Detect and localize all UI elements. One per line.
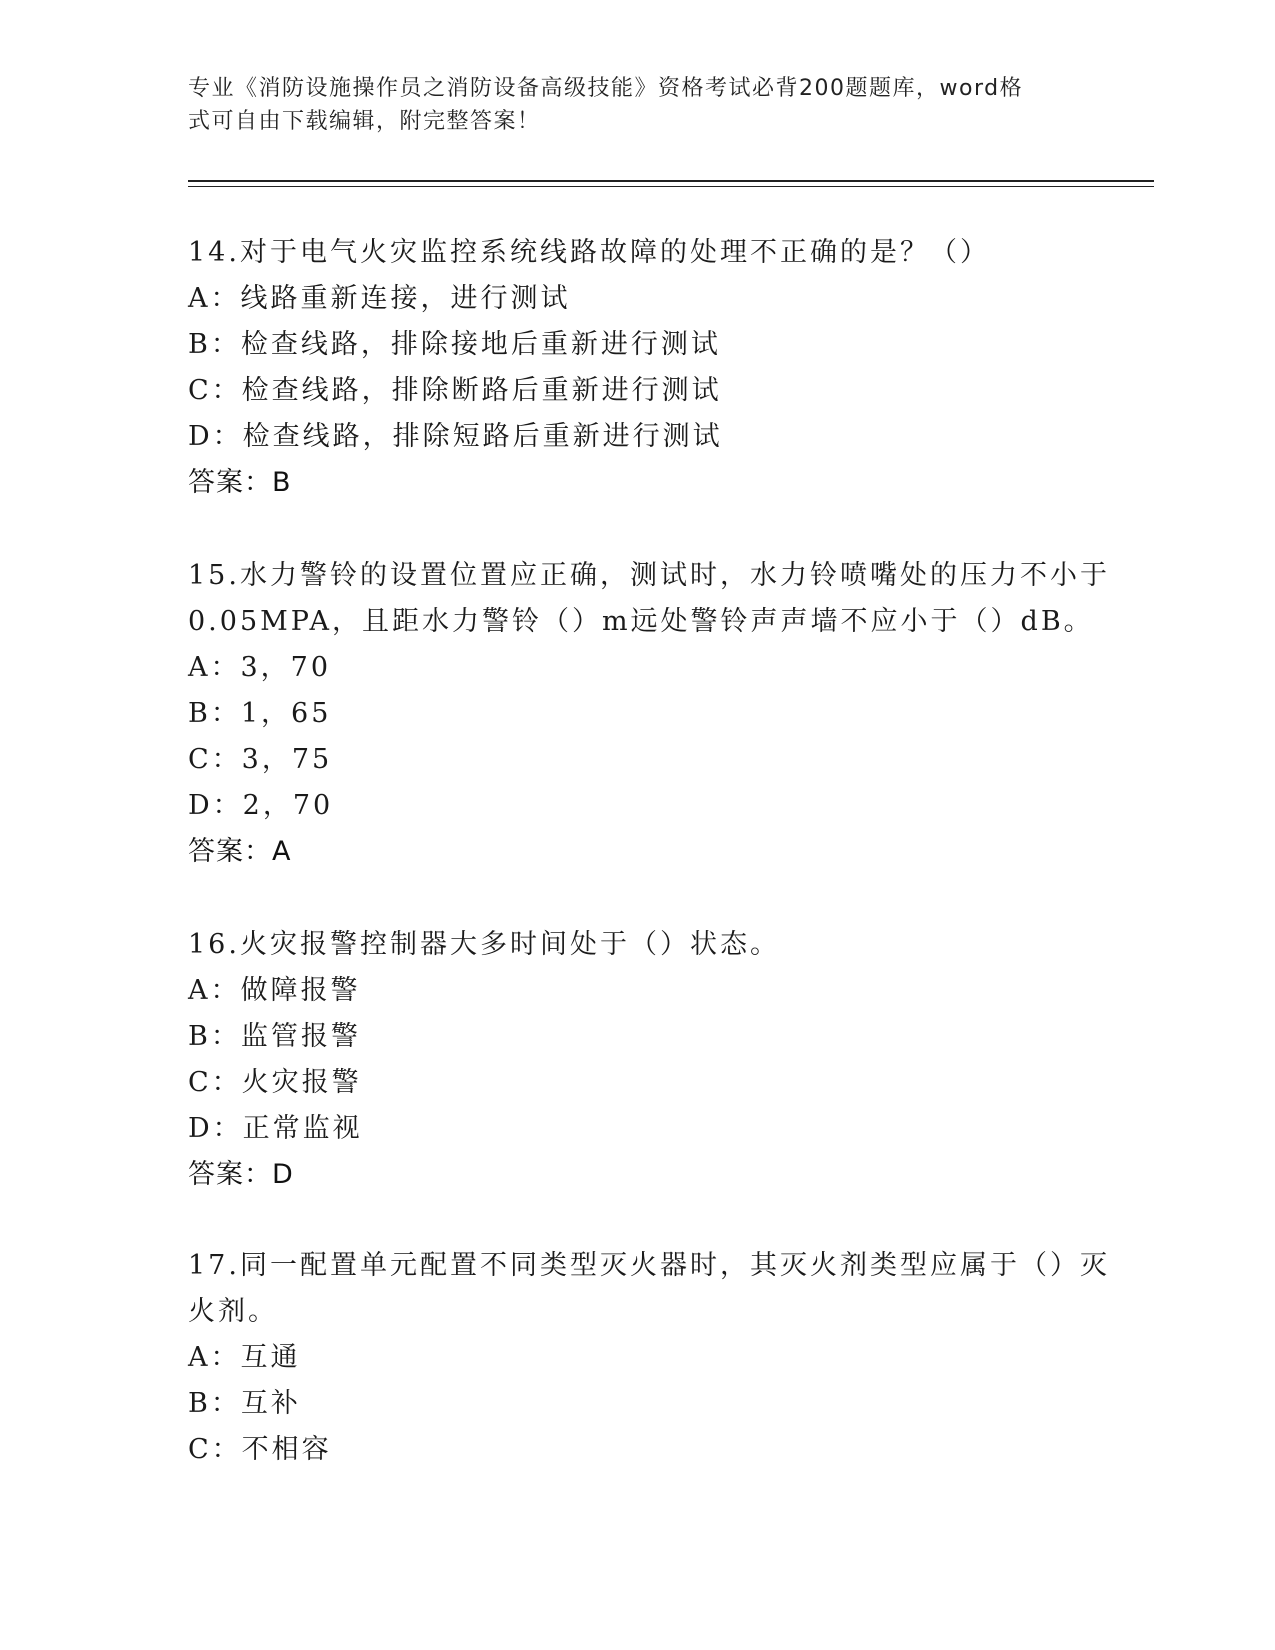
question-15 <box>188 553 1110 875</box>
option-d: D：检查线路，排除短路后重新进行测试 <box>188 421 723 452</box>
option-c: C：检查线路，排除断路后重新进行测试 <box>188 375 722 406</box>
answer: 答案：B <box>188 467 292 498</box>
option-c: C：不相容 <box>188 1434 332 1465</box>
option-b: B：1，65 <box>188 698 332 729</box>
header-line-2: 式可自由下载编辑，附完整答案！ <box>188 109 541 134</box>
question-stem: 17.同一配置单元配置不同类型灭火器时，其灭火剂类型应属于（）灭 <box>188 1250 1110 1281</box>
option-b: B：检查线路，排除接地后重新进行测试 <box>188 329 721 360</box>
option-c: C：3，75 <box>188 744 333 775</box>
question-stem: 15.水力警铃的设置位置应正确，测试时，水力铃喷嘴处的压力不小于 <box>188 560 1110 591</box>
option-d: D：正常监视 <box>188 1113 363 1144</box>
question-stem: 14.对于电气火灾监控系统线路故障的处理不正确的是？（） <box>188 237 990 268</box>
answer: 答案：D <box>188 1159 294 1190</box>
question-14 <box>188 230 1088 506</box>
question-stem-continued: 火剂。 <box>188 1296 278 1327</box>
option-a: A：3，70 <box>188 652 332 683</box>
option-d: D：2，70 <box>188 790 334 821</box>
option-a: A：线路重新连接，进行测试 <box>188 283 571 314</box>
answer: 答案：A <box>188 836 292 867</box>
header-line-1: 专业《消防设施操作员之消防设备高级技能》资格考试必背200题题库，word格 <box>188 76 1024 101</box>
option-a: A：互通 <box>188 1342 301 1373</box>
header-divider <box>188 180 1154 182</box>
question-16 <box>188 922 1088 1198</box>
option-a: A：做障报警 <box>188 975 361 1006</box>
header-divider-thin <box>188 186 1154 187</box>
document-header <box>188 72 1068 138</box>
option-b: B：互补 <box>188 1388 301 1419</box>
option-c: C：火灾报警 <box>188 1067 362 1098</box>
question-stem-continued: 0.05MPA，且距水力警铃（）m远处警铃声声墙不应小于（）dB。 <box>188 606 1094 637</box>
question-stem: 16.火灾报警控制器大多时间处于（）状态。 <box>188 929 780 960</box>
option-b: B：监管报警 <box>188 1021 361 1052</box>
question-17 <box>188 1243 1110 1473</box>
